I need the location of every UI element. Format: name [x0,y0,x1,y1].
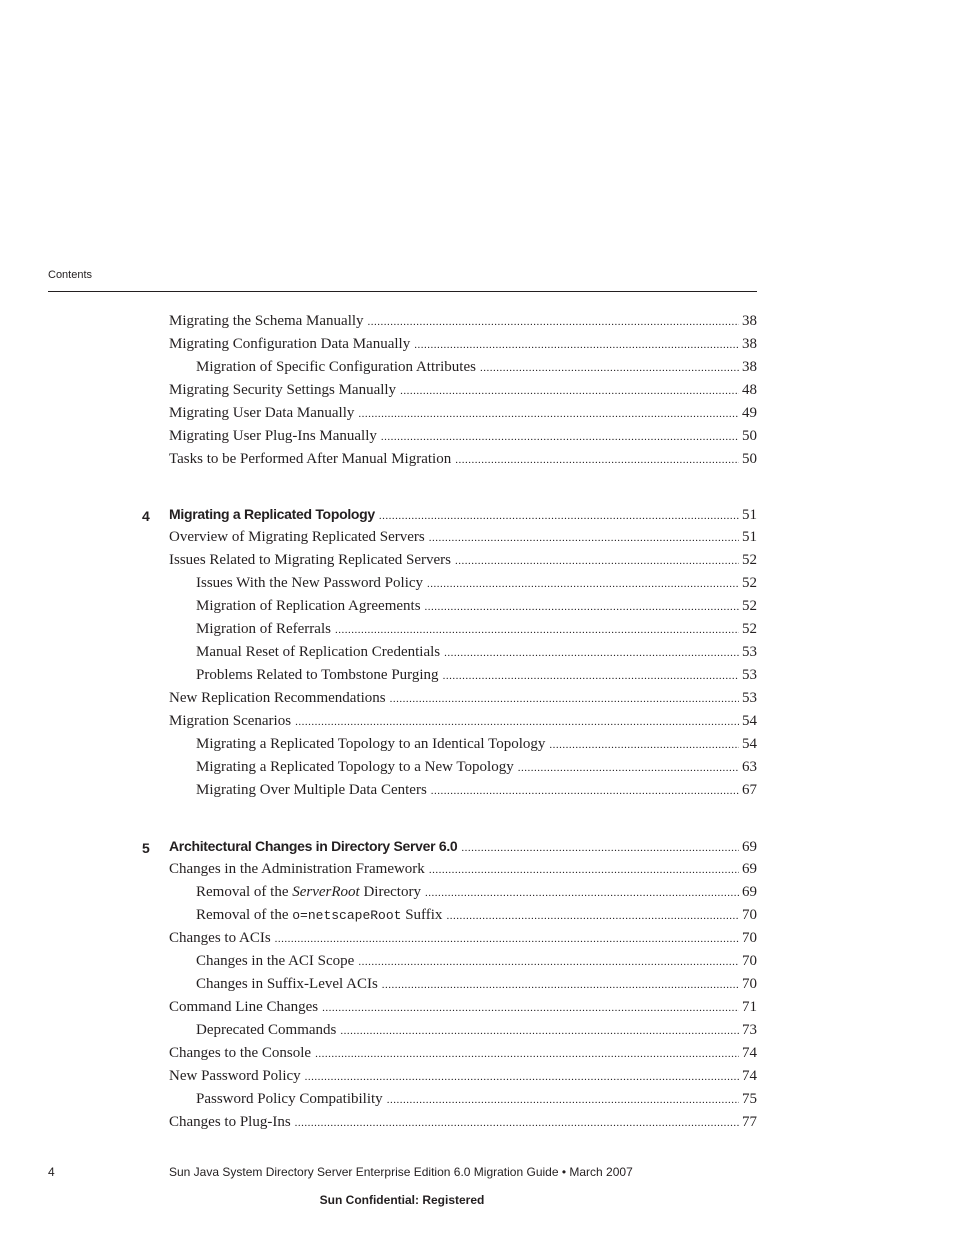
leader-dots [429,864,739,876]
toc-entry-label: Migrating User Plug-Ins Manually [169,428,377,444]
label-text: Removal of the [196,907,293,923]
header-rule [48,291,757,292]
toc-entry-page: 48 [742,382,757,398]
toc-entry-page: 49 [742,405,757,421]
leader-dots [335,624,739,636]
toc-entry-label: Changes to the Console [169,1045,312,1061]
toc-entry[interactable] [169,999,757,1022]
toc-entry-label: Migrating Over Multiple Data Centers [196,782,427,798]
toc-entry-page: 69 [742,839,757,855]
toc-entry-page: 74 [742,1068,757,1084]
label-text: Removal of the [196,884,293,900]
toc-entry[interactable] [169,713,757,736]
chapter-number: 5 [142,840,150,856]
toc-entry-label: Changes in the Administration Framework [169,861,425,877]
toc-entry-page: 38 [742,359,757,375]
chapter-title: Migrating a Replicated Topology [169,506,375,522]
toc-entry[interactable] [169,313,757,336]
toc-entry-label: Changes in the ACI Scope [196,953,355,969]
toc-entry-page: 75 [742,1091,757,1107]
toc-entry-label: Migrating the Schema Manually [169,313,364,329]
leader-dots [295,716,739,728]
toc-entry[interactable] [196,598,757,621]
leader-dots [305,1071,739,1083]
toc-entry-label: New Password Policy [169,1068,301,1084]
toc-entry-page: 71 [742,999,757,1015]
toc-entry[interactable] [196,644,757,667]
leader-dots [461,842,739,854]
leader-dots [368,316,739,328]
leader-dots [480,362,739,374]
toc-entry-page: 70 [742,976,757,992]
toc-entry-label: Tasks to be Performed After Manual Migration [169,451,452,467]
toc-entry[interactable] [196,759,757,782]
toc-entry-label: Manual Reset of Replication Credentials [196,644,441,660]
leader-dots [315,1048,739,1060]
toc-entry[interactable] [196,782,757,805]
label-text: Directory [359,884,421,900]
leader-dots [444,647,739,659]
running-head: Contents [48,269,93,281]
toc-entry-label: Migrating a Replicated Topology to a New Topology [196,759,514,775]
leader-dots [414,339,739,351]
leader-dots [295,1117,739,1129]
footer-page-number: 4 [48,1165,55,1179]
chapter-number: 4 [142,508,150,524]
toc-entry[interactable] [196,359,757,382]
leader-dots [340,1025,739,1037]
leader-dots [390,693,739,705]
toc-chapter-entry[interactable] [169,506,757,529]
toc-entry[interactable] [196,667,757,690]
toc-entry-page: 53 [742,644,757,660]
toc-entry-page: 38 [742,313,757,329]
toc-entry-label: Changes to ACIs [169,930,271,946]
footer-confidential-notice: Sun Confidential: Registered [319,1193,485,1207]
leader-dots [443,670,739,682]
toc-entry-label: Migration Scenarios [169,713,292,729]
leader-dots [425,887,739,899]
toc-entry-page: 70 [742,907,757,923]
toc-entry-page: 51 [742,507,757,523]
toc-chapter-entry[interactable] [169,838,757,861]
label-code-term: o=netscapeRoot [292,908,402,923]
toc-entry-label: Deprecated Commands [196,1022,337,1038]
toc-entry-label: Command Line Changes [169,999,319,1015]
leader-dots [379,510,739,522]
leader-dots [381,431,739,443]
toc-entry-label: Password Policy Compatibility [196,1091,383,1107]
label-italic-term: ServerRoot [292,884,360,900]
toc-entry-page: 38 [742,336,757,352]
toc-entry-page: 53 [742,667,757,683]
leader-dots [518,762,739,774]
leader-dots [382,979,739,991]
toc-entry[interactable] [196,907,757,930]
toc-entry-label: Migration of Specific Configuration Attributes [196,359,476,375]
toc-entry[interactable] [196,1091,757,1114]
toc-entry[interactable] [169,451,757,474]
toc-entry-label: Migrating User Data Manually [169,405,355,421]
toc-entry-page: 52 [742,552,757,568]
toc-entry-page: 54 [742,713,757,729]
toc-entry-page: 69 [742,884,757,900]
toc-entry[interactable] [196,621,757,644]
toc-entry-label: Problems Related to Tombstone Purging [196,667,439,683]
toc-entry-label: Migrating Security Settings Manually [169,382,397,398]
toc-entry[interactable] [169,382,757,405]
toc-entry[interactable] [169,428,757,451]
toc-entry-page: 69 [742,861,757,877]
toc-entry-page: 53 [742,690,757,706]
leader-dots [431,785,739,797]
toc-entry-page: 52 [742,598,757,614]
toc-entry-page: 50 [742,451,757,467]
toc-entry-page: 74 [742,1045,757,1061]
toc-entry[interactable] [196,1022,757,1045]
toc-entry-label: Overview of Migrating Replicated Servers [169,529,425,545]
toc-entry-label: Issues With the New Password Policy [196,575,424,591]
leader-dots [275,933,739,945]
toc-entry-page: 70 [742,930,757,946]
toc-entry-label: Migrating Configuration Data Manually [169,336,411,352]
toc-entry-page: 52 [742,621,757,637]
label-text: Suffix [401,907,443,923]
toc-entry[interactable] [169,1114,757,1137]
toc-entry[interactable] [169,336,757,359]
leader-dots [358,956,739,968]
toc-entry-label: Issues Related to Migrating Replicated Servers [169,552,452,568]
toc-entry-label: Migrating a Replicated Topology to an Identical Topology [196,736,546,752]
toc-entry[interactable] [169,405,757,428]
toc-entry[interactable] [196,953,757,976]
toc-entry-label [196,907,442,924]
toc-entry[interactable] [196,736,757,759]
leader-dots [427,578,739,590]
toc-entry[interactable] [169,1068,757,1091]
toc-entry-label: Changes in Suffix-Level ACIs [196,976,378,992]
toc-entry[interactable] [169,529,757,552]
leader-dots [549,739,739,751]
leader-dots [429,532,739,544]
toc-entry-page: 63 [742,759,757,775]
toc-entry[interactable] [169,690,757,713]
leader-dots [455,454,739,466]
toc-entry-label: New Replication Recommendations [169,690,386,706]
leader-dots [455,555,739,567]
toc-entry-page: 52 [742,575,757,591]
toc-entry-label [196,884,421,901]
toc-entry-page: 50 [742,428,757,444]
toc-entry[interactable] [169,552,757,575]
toc-entry[interactable] [196,884,757,907]
toc-entry-page: 70 [742,953,757,969]
toc-entry[interactable] [169,861,757,884]
toc-entry[interactable] [196,575,757,598]
toc-entry-page: 77 [742,1114,757,1130]
leader-dots [425,601,739,613]
chapter-title: Architectural Changes in Directory Server 6.0 [169,838,458,854]
leader-dots [446,910,739,922]
leader-dots [322,1002,739,1014]
toc-entry-page: 51 [742,529,757,545]
leader-dots [358,408,739,420]
leader-dots [387,1094,739,1106]
toc-entry-label: Migration of Replication Agreements [196,598,421,614]
footer-book-title: Sun Java System Directory Server Enterprise Edition 6.0 Migration Guide • March 2007 [169,1165,633,1179]
toc-entry-page: 73 [742,1022,757,1038]
toc-entry[interactable] [196,976,757,999]
toc-entry[interactable] [169,930,757,953]
toc-entry-page: 67 [742,782,757,798]
leader-dots [400,385,739,397]
toc-entry-label: Changes to Plug-Ins [169,1114,291,1130]
toc-entry-label: Migration of Referrals [196,621,331,637]
toc-entry[interactable] [169,1045,757,1068]
toc-entry-page: 54 [742,736,757,752]
